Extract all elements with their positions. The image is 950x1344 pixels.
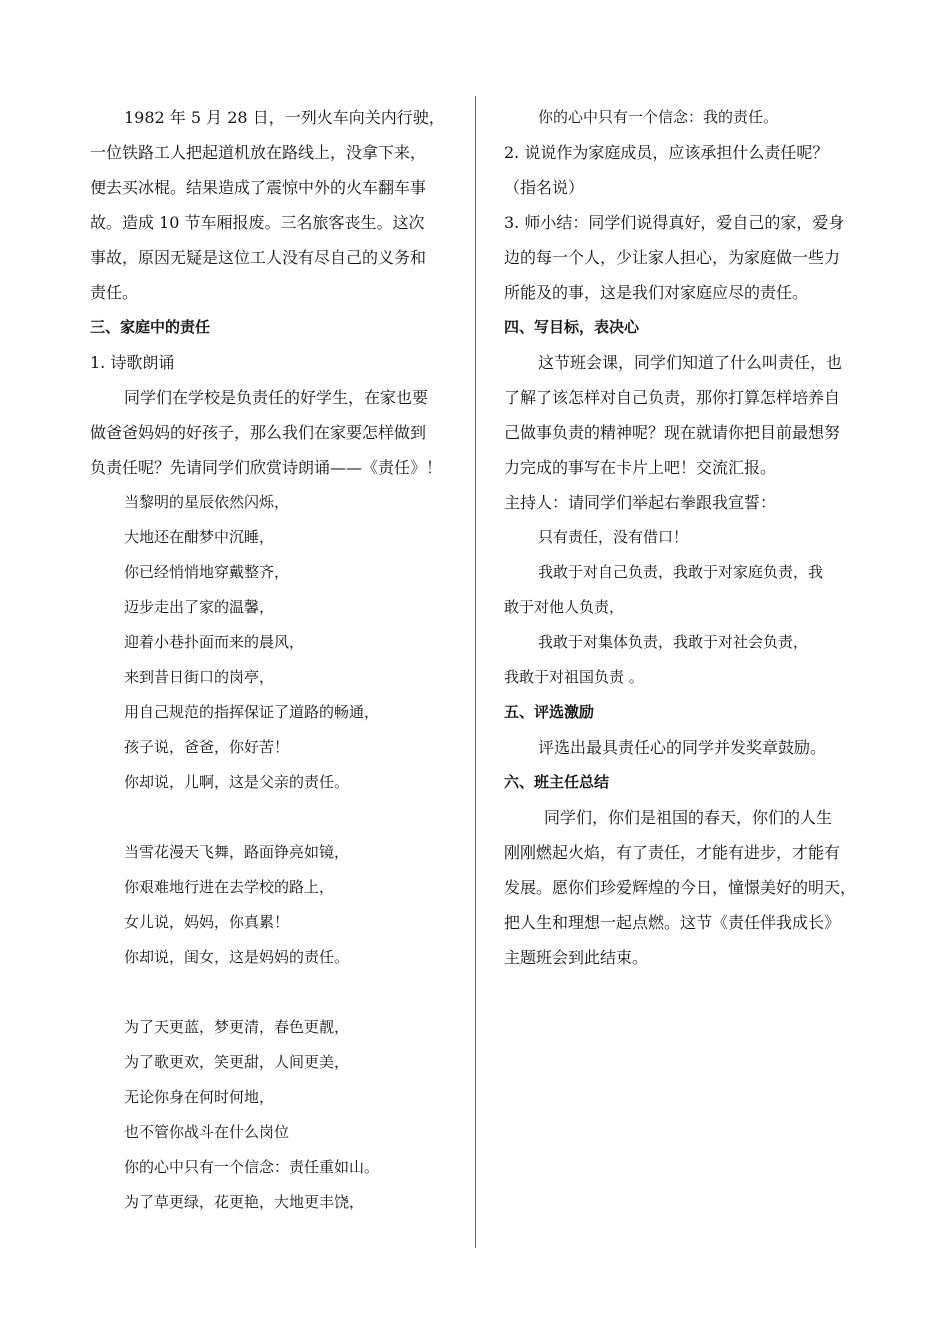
section-4-heading: 四、写目标，表决心 <box>504 318 640 336</box>
poem-line: 迈步走出了家的温馨， <box>124 598 275 616</box>
poem-line: 当黎明的星辰依然闪烁， <box>124 493 290 511</box>
section-5-line: 评选出最具责任心的同学并发奖章鼓励。 <box>538 738 827 757</box>
poem-line: 你已经悄悄地穿戴整齐， <box>124 563 290 581</box>
section-3-heading: 三、家庭中的责任 <box>90 318 211 336</box>
poem-line: 你却说，儿啊，这是父亲的责任。 <box>124 773 350 791</box>
poem-line: 迎着小巷扑面而来的晨风， <box>124 633 305 651</box>
poem-line: 你的心中只有一个信念：责任重如山。 <box>124 1158 380 1176</box>
item-1-label: 1. 诗歌朗诵 <box>90 353 175 372</box>
intro-line: 同学们在学校是负责任的好学生，在家也要 <box>124 388 429 407</box>
section-4-line: 了解了该怎样对自己负责，那你打算怎样培养自 <box>504 388 841 407</box>
poem-line: 为了歌更欢，笑更甜，人间更美， <box>124 1053 350 1071</box>
oath-line: 敢于对他人负责， <box>504 598 625 616</box>
poem-line: 当雪花漫天飞舞，路面铮亮如镜， <box>124 843 350 861</box>
section-6-line: 发展。愿你们珍爱辉煌的今日，憧憬美好的明天， <box>504 878 857 897</box>
section-4-line: 己做事负责的精神呢？现在就请你把目前最想努 <box>504 423 841 442</box>
poem-line: 也不管你战斗在什么岗位 <box>124 1123 290 1141</box>
story-line: 便去买冰棍。结果造成了震惊中外的火车翻车事 <box>90 178 427 197</box>
story-line: 一位铁路工人把起道机放在路线上，没拿下来， <box>90 143 427 162</box>
story-line: 1982 年 5 月 28 日，一列火车向关内行驶， <box>124 108 445 127</box>
oath-line: 我敢于对祖国负责 。 <box>504 668 644 686</box>
poem-line: 你艰难地行进在去学校的路上， <box>124 878 335 896</box>
poem-line: 你却说，闺女，这是妈妈的责任。 <box>124 948 350 966</box>
poem-line: 来到昔日街口的岗亭， <box>124 668 275 686</box>
left-column <box>90 100 458 1220</box>
right-column <box>504 100 872 975</box>
summary-line: 边的每一个人，少让家人担心，为家庭做一些力 <box>504 248 841 267</box>
story-line: 责任。 <box>90 283 139 302</box>
poem-line: 大地还在酣梦中沉睡， <box>124 528 275 546</box>
poem-line: 女儿说，妈妈，你真累！ <box>124 913 290 931</box>
story-line: 故。造成 10 节车厢报废。三名旅客丧生。这次 <box>90 213 425 232</box>
oath-line: 我敢于对集体负责，我敢于对社会负责， <box>538 633 809 651</box>
intro-line: 做爸爸妈妈的好孩子，那么我们在家要怎样做到 <box>90 423 427 442</box>
intro-line: 负责任呢？先请同学们欣赏诗朗诵——《责任》！ <box>90 458 443 477</box>
poem-line: 为了草更绿，花更艳，大地更丰饶， <box>124 1193 365 1211</box>
poem-line: 无论你身在何时何地， <box>124 1088 275 1106</box>
section-6-line: 把人生和理想一起点燃。这节《责任伴我成长》 <box>504 913 841 932</box>
summary-line: 3. 师小结：同学们说得真好，爱自己的家，爱身 <box>504 213 845 232</box>
section-5-heading: 五、评选激励 <box>504 703 595 721</box>
section-6-line: 刚刚燃起火焰，有了责任，才能有进步，才能有 <box>504 843 841 862</box>
oath-line: 只有责任，没有借口！ <box>538 528 689 546</box>
poem-line: 你的心中只有一个信念：我的责任。 <box>538 108 779 126</box>
oath-line: 我敢于对自己负责，我敢于对家庭负责，我 <box>538 563 824 581</box>
poem-line: 孩子说，爸爸，你好苦！ <box>124 738 290 756</box>
item-2-note: （指名说） <box>504 178 585 197</box>
stanza-gap <box>90 800 458 835</box>
stanza-gap <box>90 975 458 1010</box>
poem-line: 为了天更蓝，梦更清，春色更靓， <box>124 1018 350 1036</box>
item-2-label: 2. 说说作为家庭成员，应该承担什么责任呢？ <box>504 143 829 162</box>
section-6-heading: 六、班主任总结 <box>504 773 610 791</box>
poem-line: 用自己规范的指挥保证了道路的畅通， <box>124 703 380 721</box>
story-line: 事故，原因无疑是这位工人没有尽自己的义务和 <box>90 248 427 267</box>
column-divider <box>475 96 476 1248</box>
section-4-line: 力完成的事写在卡片上吧！交流汇报。 <box>504 458 777 477</box>
host-line: 主持人：请同学们举起右拳跟我宣誓： <box>504 493 777 512</box>
section-4-line: 这节班会课，同学们知道了什么叫责任，也 <box>538 353 843 372</box>
summary-line: 所能及的事，这是我们对家庭应尽的责任。 <box>504 283 809 302</box>
section-6-line: 主题班会到此结束。 <box>504 948 649 967</box>
section-6-line: 同学们，你们是祖国的春天，你们的人生 <box>544 808 833 827</box>
